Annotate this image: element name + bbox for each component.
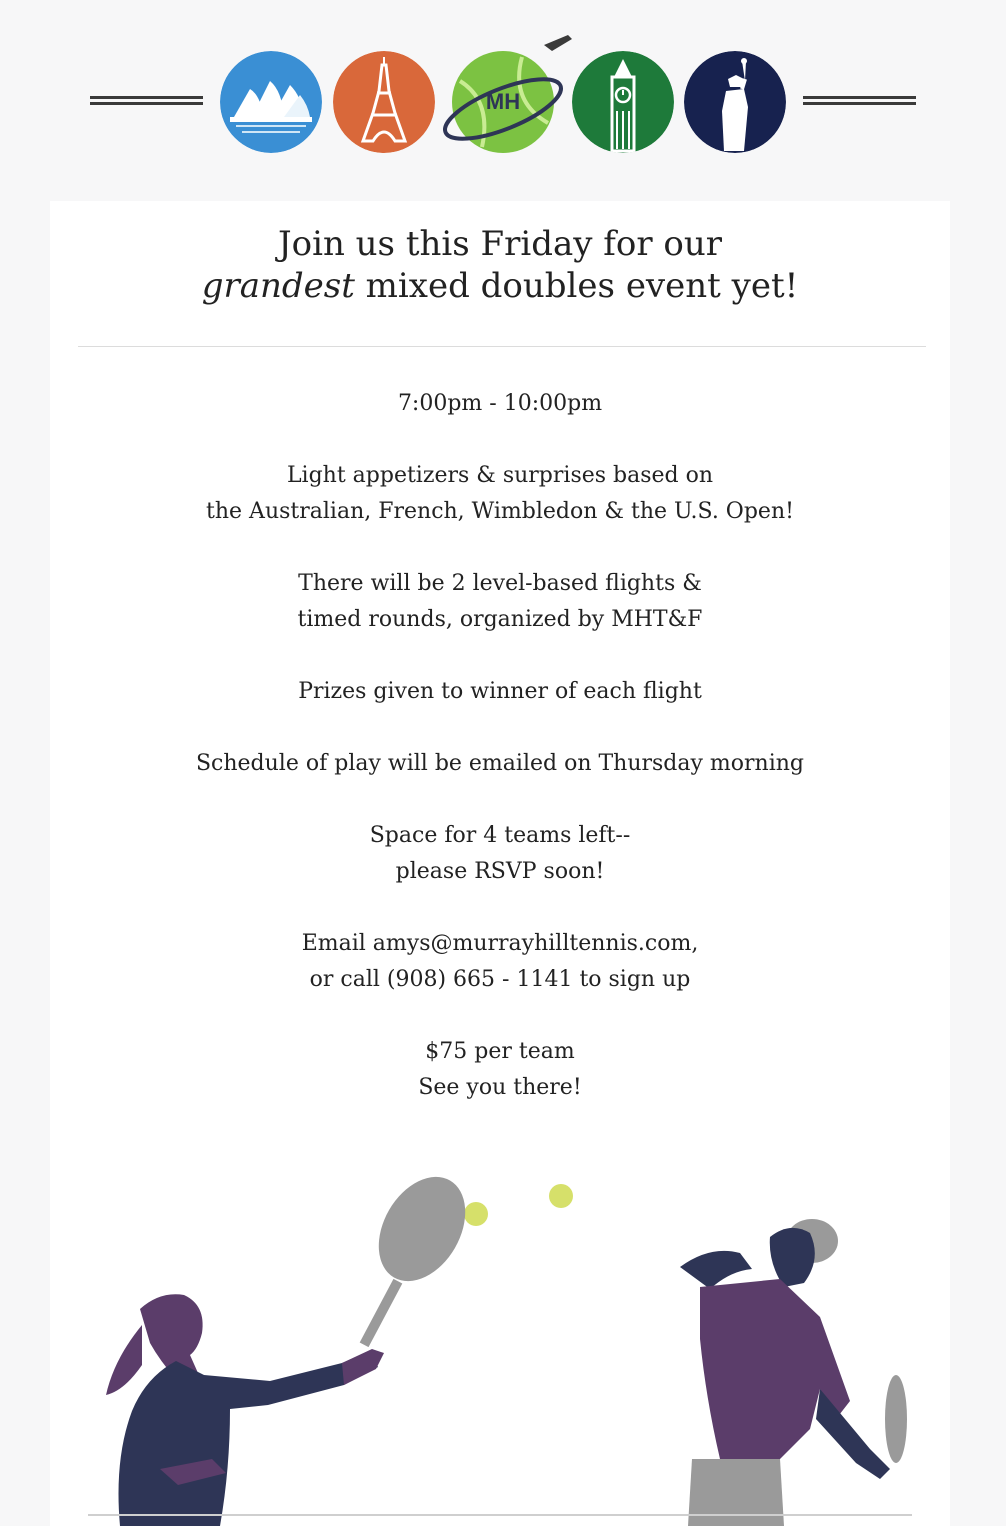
- event-card: [50, 201, 950, 1526]
- contact-text: Email amys@murrayhilltennis.com, or call (908) 665 - 1141 to sign up: [301, 931, 699, 992]
- event-time: 7:00pm - 10:00pm: [397, 391, 603, 416]
- headline: [50, 223, 950, 307]
- male-player-silhouette: [680, 1219, 907, 1526]
- tennis-ball-icon: [464, 1202, 488, 1226]
- female-player-silhouette: [106, 1162, 483, 1526]
- sydney-opera-house-icon: [220, 51, 322, 153]
- statue-of-liberty-icon: [684, 51, 786, 153]
- decorative-rule-right: [803, 96, 916, 105]
- headline-line-2: [50, 265, 950, 307]
- decorative-rule-left: [90, 96, 203, 105]
- prizes-text: Prizes given to winner of each flight: [298, 679, 702, 704]
- appetizers-text: Light appetizers & surprises based on the Australian, French, Wimbledon & the U.S. Open!: [206, 463, 794, 524]
- price-text: $75 per team See you there!: [418, 1039, 582, 1100]
- tennis-ball-icon: [549, 1184, 573, 1208]
- headline-emphasis: grandest: [201, 266, 355, 306]
- schedule-text: Schedule of play will be emailed on Thursday morning: [195, 751, 805, 776]
- headline-line-2-rest: mixed doubles event yet!: [354, 266, 799, 306]
- big-ben-icon: [572, 51, 674, 153]
- header-banner: [0, 0, 1006, 200]
- logo-text: MH: [485, 89, 521, 114]
- eiffel-tower-icon: [333, 51, 435, 153]
- flights-text: There will be 2 level-based flights & timed rounds, organized by MHT&F: [297, 571, 703, 632]
- event-details: [50, 386, 950, 1142]
- tennis-players-illustration: [80, 1129, 920, 1526]
- mh-tennis-ball-logo: [452, 51, 554, 153]
- headline-line-1: Join us this Friday for our: [277, 224, 723, 264]
- space-text: Space for 4 teams left-- please RSVP soon!: [369, 823, 631, 884]
- section-divider: [78, 346, 926, 347]
